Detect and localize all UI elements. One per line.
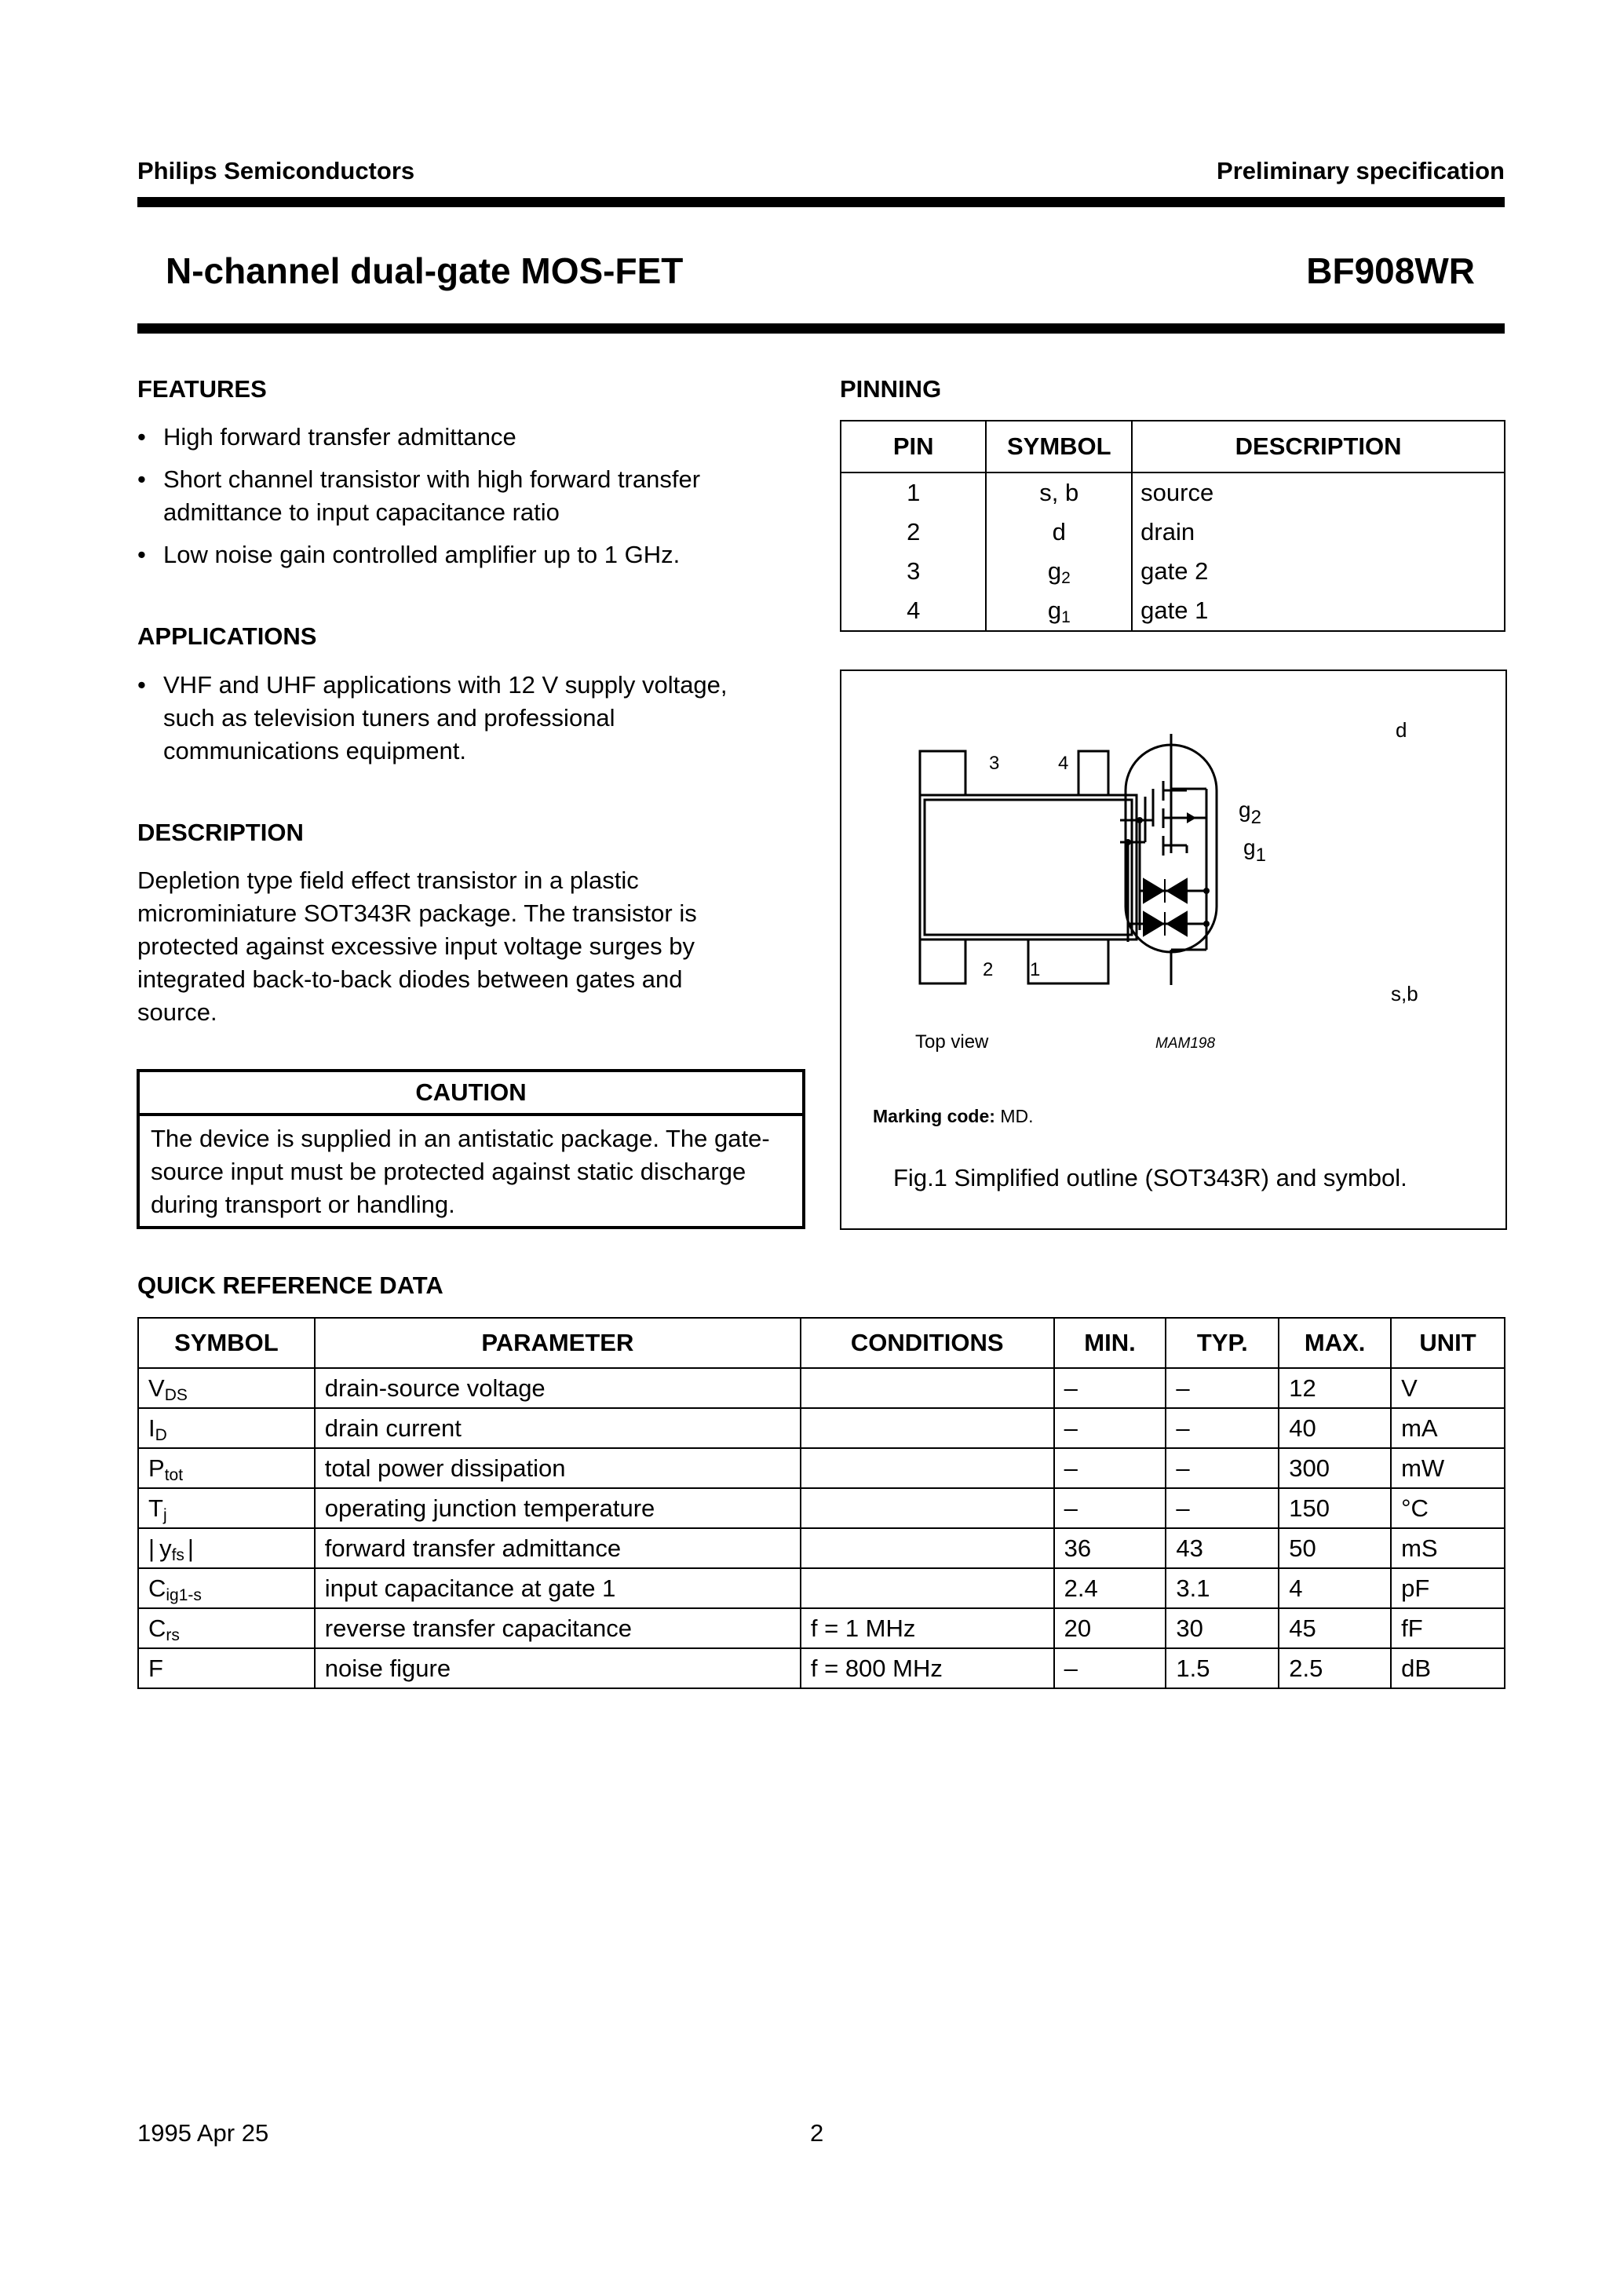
table-row: 4 $g_1$ gate 1 — [841, 591, 1505, 631]
table-row — [138, 1448, 1505, 1488]
table-header-row — [841, 421, 1505, 472]
features-heading: FEATURES — [137, 375, 267, 403]
caution-text: The device is supplied in an antistatic package. The gate-source input must be protected against static discharge during transport or handling. — [151, 1125, 770, 1218]
parameter-cell: drain current — [315, 1408, 801, 1448]
min-cell: 20 — [1054, 1608, 1166, 1648]
parameter-cell: reverse transfer capacitance — [315, 1608, 801, 1648]
column-header: TYP. — [1166, 1318, 1279, 1368]
parameter-cell: total power dissipation — [315, 1448, 801, 1488]
max-cell: 2.5 — [1279, 1648, 1391, 1688]
part-number: BF908WR — [1306, 250, 1475, 291]
table-header-row — [138, 1318, 1505, 1368]
symbol-cell: $T_j$ — [138, 1488, 315, 1528]
table-row — [138, 1608, 1505, 1648]
figure-box — [840, 670, 1507, 1230]
symbol-cell: $V_{DS}$ — [138, 1368, 315, 1408]
pinning-heading: PINNING — [840, 375, 942, 403]
parameter-cell: input capacitance at gate 1 — [315, 1568, 801, 1608]
column-header: SYMBOL — [986, 421, 1132, 472]
table-row: 3 $g_2$ gate 2 — [841, 552, 1505, 591]
table-row — [138, 1568, 1505, 1608]
parameter-cell: noise figure — [315, 1648, 801, 1688]
drawing-code: MAM198 — [1155, 1035, 1216, 1052]
description-heading: DESCRIPTION — [137, 819, 304, 846]
pin-label: 4 — [1058, 753, 1069, 774]
conditions-cell — [801, 1528, 1054, 1568]
list-item: • High forward transfer admittance — [137, 423, 516, 451]
symbol-cell: $I_D$ — [138, 1408, 315, 1448]
typ-cell: 30 — [1166, 1608, 1279, 1648]
list-item: • VHF and UHF applications with 12 V supply voltage, such as television tuners and professional communications equipment. — [137, 671, 728, 764]
pinning-table — [840, 420, 1505, 632]
unit-cell: pF — [1391, 1568, 1505, 1608]
parameter-cell: drain-source voltage — [315, 1368, 801, 1408]
header-rule — [137, 197, 1505, 207]
conditions-cell — [801, 1488, 1054, 1528]
unit-cell: dB — [1391, 1648, 1505, 1688]
package-outline-and-symbol — [841, 671, 1505, 1228]
quick-reference-heading: QUICK REFERENCE DATA — [137, 1272, 443, 1299]
table-row: 1 s, b source — [841, 472, 1505, 513]
parameter-cell: operating junction temperature — [315, 1488, 801, 1528]
column-header: UNIT — [1391, 1318, 1505, 1368]
marking-code: Marking code: MD. — [873, 1106, 1034, 1126]
table-row — [138, 1368, 1505, 1408]
symbol-cell: F — [138, 1648, 315, 1688]
list-item: • Short channel transistor with high forward transfer admittance to input capacitance ratio — [137, 465, 701, 526]
pin-label: 3 — [989, 753, 1000, 774]
typ-cell: – — [1166, 1368, 1279, 1408]
min-cell: 2.4 — [1054, 1568, 1166, 1608]
page-title: N-channel dual-gate MOS-FET — [166, 250, 684, 291]
min-cell: – — [1054, 1408, 1166, 1448]
min-cell: – — [1054, 1648, 1166, 1688]
typ-cell: 3.1 — [1166, 1568, 1279, 1608]
conditions-cell — [801, 1408, 1054, 1448]
figure-caption: Fig.1 Simplified outline (SOT343R) and symbol. — [893, 1164, 1407, 1191]
max-cell: 300 — [1279, 1448, 1391, 1488]
max-cell: 40 — [1279, 1408, 1391, 1448]
source-bulk-label: s,b — [1391, 982, 1418, 1005]
spec-status: Preliminary specification — [1217, 157, 1505, 184]
column-header: PARAMETER — [315, 1318, 801, 1368]
unit-cell: fF — [1391, 1608, 1505, 1648]
min-cell: – — [1054, 1368, 1166, 1408]
typ-cell: 43 — [1166, 1528, 1279, 1568]
conditions-cell: f = 1 MHz — [801, 1608, 1054, 1648]
min-cell: – — [1054, 1488, 1166, 1528]
top-view-label: Top view — [915, 1031, 989, 1053]
package-outline-drawing — [920, 751, 1137, 983]
quick-reference-table — [137, 1317, 1505, 1689]
symbol-cell: $C_{rs}$ — [138, 1608, 315, 1648]
unit-cell: °C — [1391, 1488, 1505, 1528]
caution-heading: CAUTION — [140, 1072, 802, 1116]
column-header: DESCRIPTION — [1132, 421, 1505, 472]
column-header: MAX. — [1279, 1318, 1391, 1368]
table-row — [138, 1648, 1505, 1688]
applications-heading: APPLICATIONS — [137, 622, 317, 650]
table-row — [138, 1408, 1505, 1448]
min-cell: 36 — [1054, 1528, 1166, 1568]
conditions-cell: f = 800 MHz — [801, 1648, 1054, 1688]
features-list — [137, 421, 781, 581]
typ-cell: 1.5 — [1166, 1648, 1279, 1688]
unit-cell: V — [1391, 1368, 1505, 1408]
page-number: 2 — [810, 2119, 824, 2147]
unit-cell: mW — [1391, 1448, 1505, 1488]
typ-cell: – — [1166, 1408, 1279, 1448]
column-header: CONDITIONS — [801, 1318, 1054, 1368]
company-name: Philips Semiconductors — [137, 157, 415, 184]
parameter-cell: forward transfer admittance — [315, 1528, 801, 1568]
min-cell: – — [1054, 1448, 1166, 1488]
column-header: PIN — [841, 421, 986, 472]
caution-box — [137, 1069, 805, 1229]
title-rule — [137, 323, 1505, 334]
footer-date: 1995 Apr 25 — [137, 2119, 269, 2147]
unit-cell: mS — [1391, 1528, 1505, 1568]
pin-label: 2 — [983, 959, 994, 980]
symbol-cell: | $y_{fs}$ | — [138, 1528, 315, 1568]
unit-cell: mA — [1391, 1408, 1505, 1448]
description-text: Depletion type field effect transistor in a plastic microminiature SOT343R package. The transistor is protected against excessive input voltage surges by integrated back-to-back diodes between gates and source. — [137, 867, 697, 1026]
drain-label: d — [1396, 718, 1407, 742]
list-item: • Low noise gain controlled amplifier up to 1 GHz. — [137, 541, 681, 568]
symbol-cell: $C_{ig1-s}$ — [138, 1568, 315, 1608]
conditions-cell — [801, 1568, 1054, 1608]
column-header: MIN. — [1054, 1318, 1166, 1368]
max-cell: 150 — [1279, 1488, 1391, 1528]
table-row — [138, 1528, 1505, 1568]
typ-cell: – — [1166, 1448, 1279, 1488]
max-cell: 12 — [1279, 1368, 1391, 1408]
protection-diodes — [1144, 879, 1187, 936]
conditions-cell — [801, 1368, 1054, 1408]
max-cell: 4 — [1279, 1568, 1391, 1608]
table-row — [138, 1488, 1505, 1528]
table-row: 2 d drain — [841, 513, 1505, 552]
pin-label: 1 — [1030, 959, 1041, 980]
conditions-cell — [801, 1448, 1054, 1488]
applications-list — [137, 669, 781, 777]
typ-cell: – — [1166, 1488, 1279, 1528]
max-cell: 45 — [1279, 1608, 1391, 1648]
max-cell: 50 — [1279, 1528, 1391, 1568]
gate2-label: g2 — [1239, 797, 1261, 828]
column-header: SYMBOL — [138, 1318, 315, 1368]
gate1-label: g1 — [1243, 835, 1266, 866]
symbol-cell: $P_{tot}$ — [138, 1448, 315, 1488]
